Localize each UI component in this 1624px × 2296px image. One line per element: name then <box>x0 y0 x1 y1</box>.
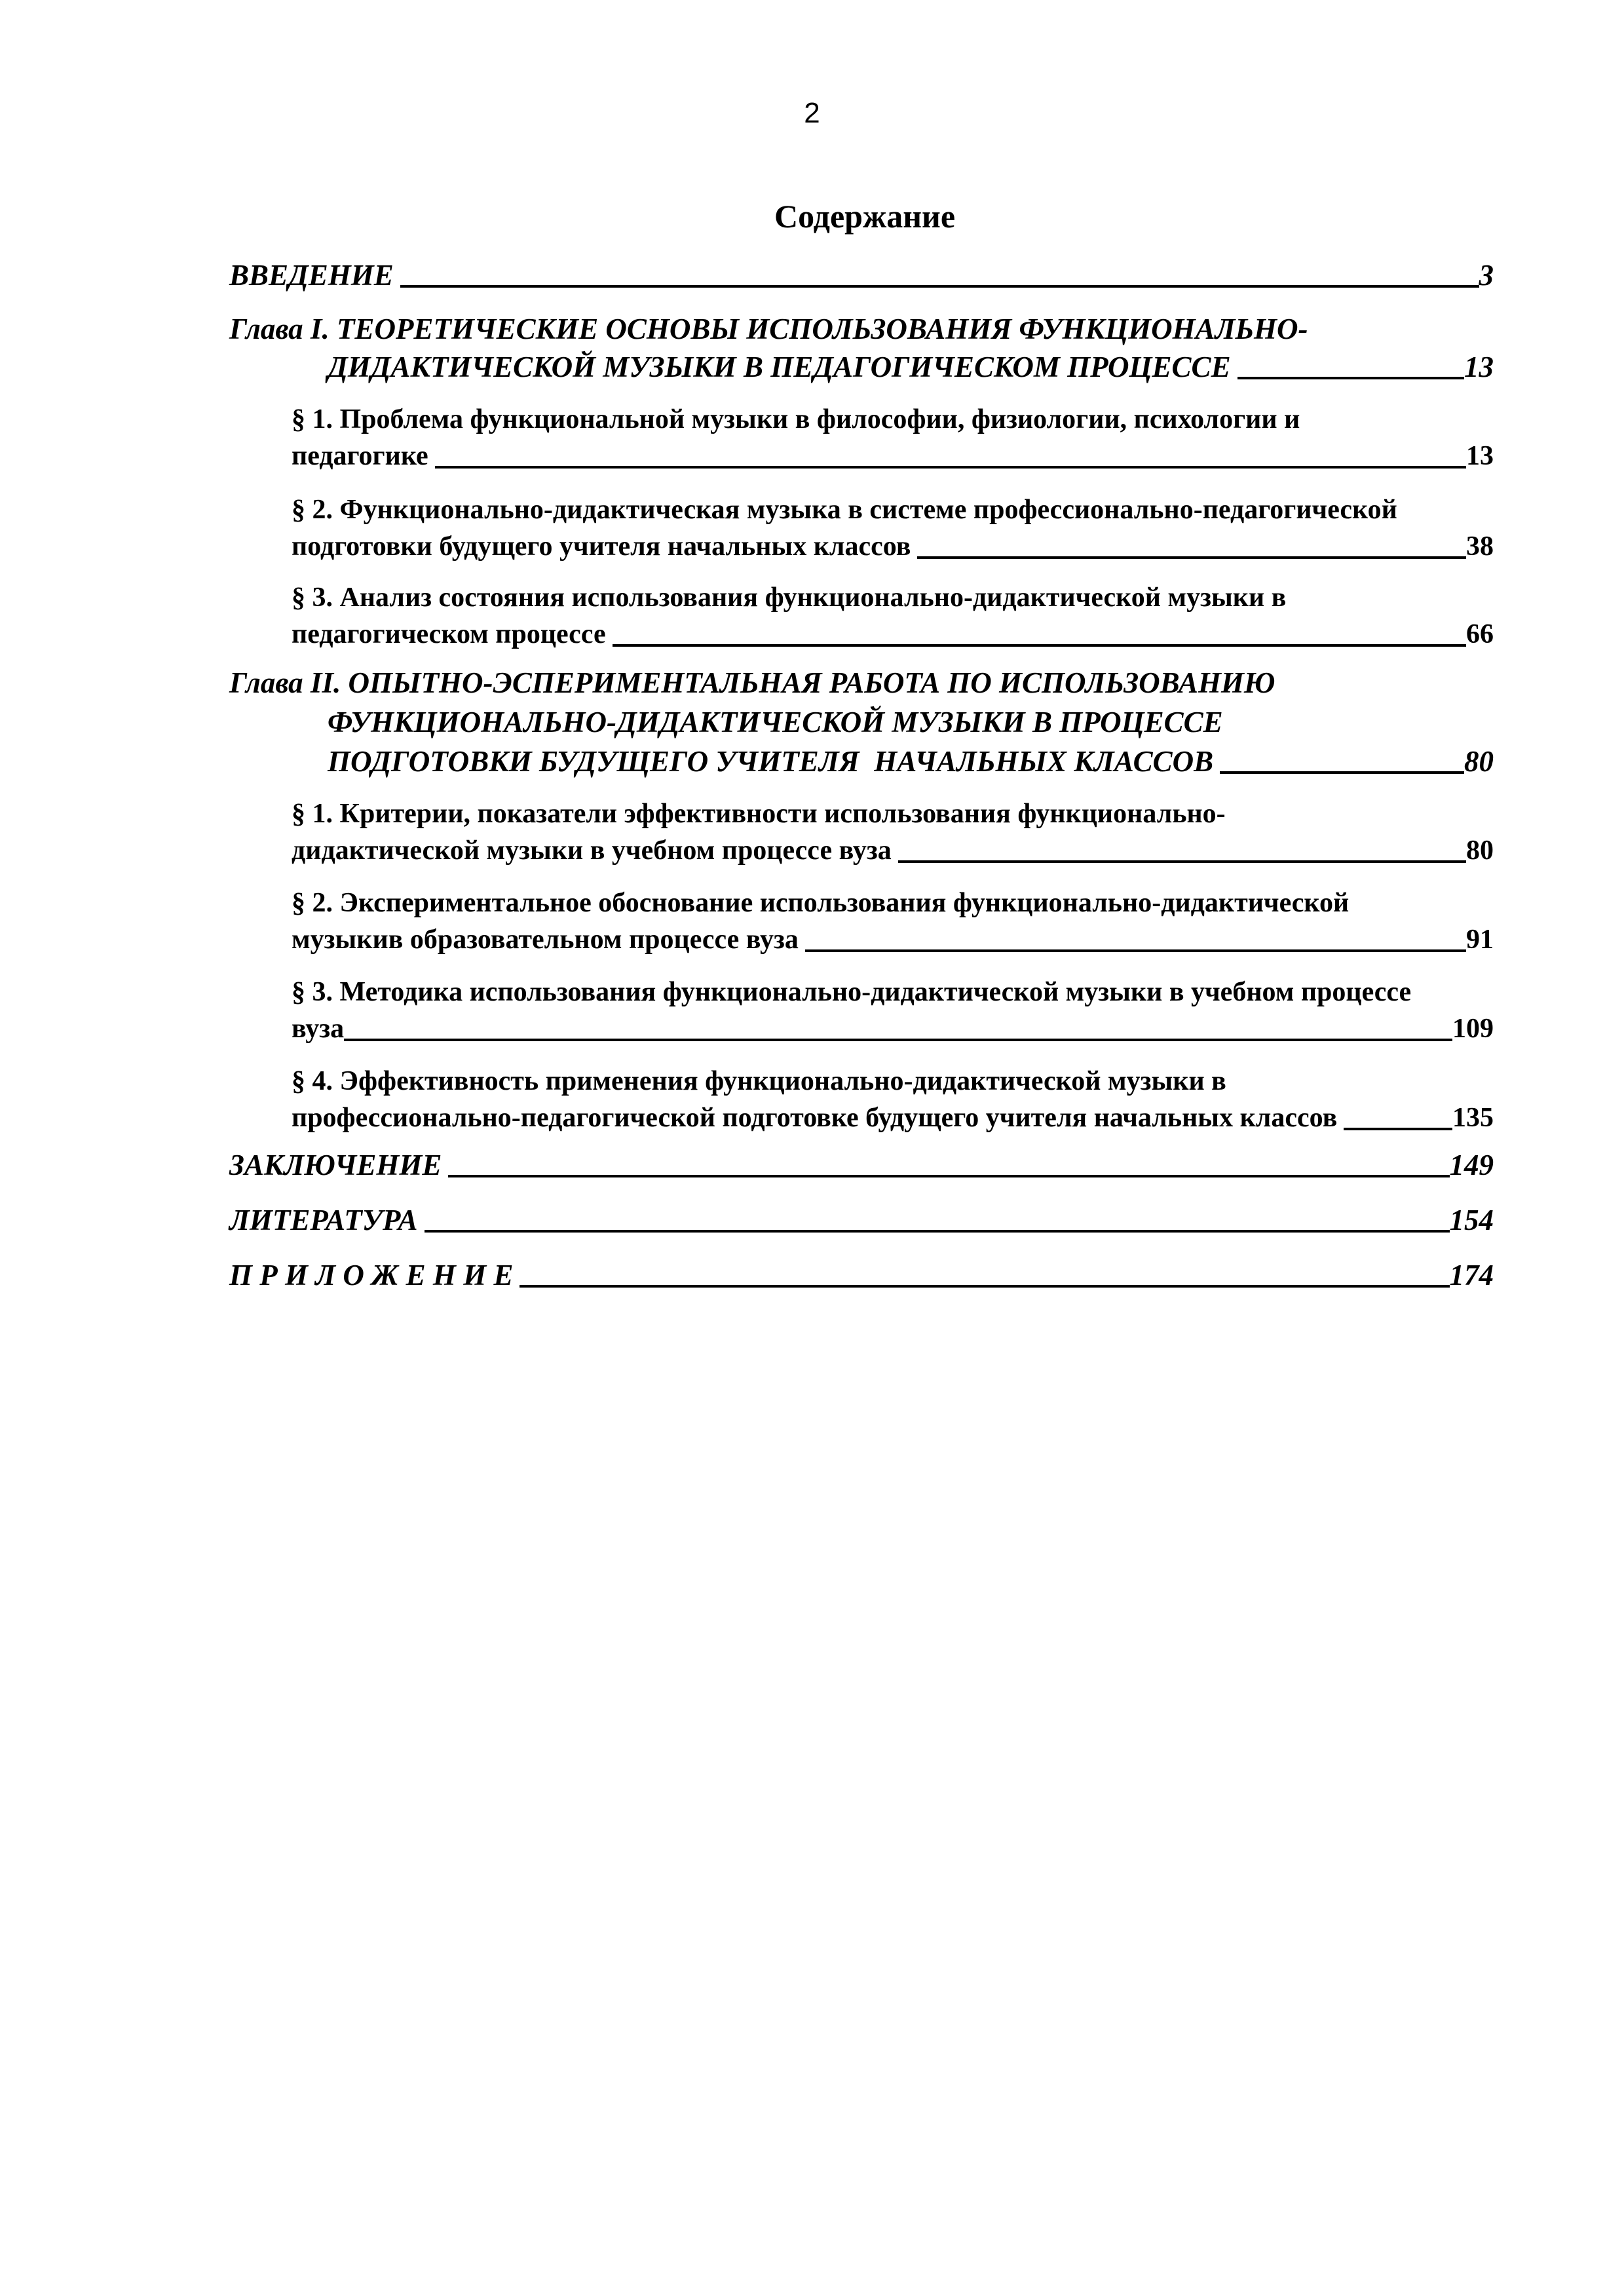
chapter-2-heading[interactable]: Глава II. ОПЫТНО-ЭСПЕРИМЕНТАЛЬНАЯ РАБОТА ПО ИСПОЛЬЗОВАНИЮ <box>229 666 1275 699</box>
toc-entry-conclusion[interactable] <box>229 1145 1494 1185</box>
toc-entry-label: ВВЕДЕНИЕ <box>229 259 394 292</box>
section-1-1-heading[interactable]: § 1. Проблема функциональной музыки в философии, физиологии, психологии и <box>292 404 1300 434</box>
toc-entry-label: педагогическом процессе <box>292 619 606 649</box>
toc-page-number: 80 <box>1466 835 1494 866</box>
leader-line <box>448 1175 1449 1177</box>
toc-page-number: 80 <box>1464 745 1494 778</box>
toc-entry-label: подготовки будущего учителя начальных классов <box>292 531 911 562</box>
leader-line <box>1344 1128 1452 1130</box>
leader-line <box>613 644 1466 647</box>
toc-entry-chapter-1[interactable] <box>328 347 1494 387</box>
toc-entry-label: ЛИТЕРАТУРА <box>229 1204 418 1236</box>
toc-page-number: 66 <box>1466 619 1494 649</box>
toc-entry-appendix[interactable] <box>229 1255 1494 1295</box>
toc-entry-section-2-3[interactable] <box>292 1009 1494 1048</box>
leader-line <box>1237 377 1464 379</box>
leader-line <box>435 466 1466 469</box>
toc-entry-section-2-4[interactable] <box>292 1098 1494 1138</box>
toc-entry-section-1-3[interactable] <box>292 615 1494 654</box>
leader-line <box>805 949 1466 952</box>
toc-entry-label: профессионально-педагогической подготовке будущего учителя начальных классов <box>292 1103 1338 1133</box>
toc-page-number: 154 <box>1449 1204 1494 1236</box>
toc-page-number: 3 <box>1479 259 1494 292</box>
chapter-2-heading-line2[interactable]: ФУНКЦИОНАЛЬНО-ДИДАКТИЧЕСКОЙ МУЗЫКИ В ПРОЦЕССЕ <box>328 706 1223 738</box>
toc-entry-label: ПОДГОТОВКИ БУДУЩЕГО УЧИТЕЛЯ НАЧАЛЬНЫХ КЛАССОВ <box>328 745 1214 778</box>
page-number: 2 <box>804 97 820 129</box>
toc-page-number: 13 <box>1464 351 1494 383</box>
toc-entry-label: дидактической музыки в учебном процессе вуза <box>292 835 892 866</box>
section-2-4-heading[interactable]: § 4. Эффективность применения функционально-дидактической музыки в <box>292 1066 1226 1096</box>
toc-page-number: 135 <box>1452 1103 1494 1133</box>
toc-page-number: 13 <box>1466 441 1494 471</box>
toc-entry-intro[interactable] <box>229 256 1494 295</box>
section-1-3-heading[interactable]: § 3. Анализ состояния использования функционально-дидактической музыки в <box>292 583 1287 613</box>
toc-entry-label: педагогике <box>292 441 428 471</box>
toc-page-number: 91 <box>1466 925 1494 955</box>
toc-page-number: 174 <box>1449 1259 1494 1292</box>
toc-page-number: 109 <box>1452 1014 1494 1044</box>
chapter-1-heading[interactable]: Глава I. ТЕОРЕТИЧЕСКИЕ ОСНОВЫ ИСПОЛЬЗОВАНИЯ ФУНКЦИОНАЛЬНО- <box>229 313 1308 345</box>
toc-entry-label: ЗАКЛЮЧЕНИЕ <box>229 1149 442 1181</box>
leader-line <box>917 556 1466 559</box>
section-2-2-heading[interactable]: § 2. Экспериментальное обоснование использования функционально-дидактической <box>292 888 1350 918</box>
toc-entry-label: П Р И Л О Ж Е Н И Е <box>229 1259 514 1292</box>
leader-line <box>425 1230 1450 1233</box>
leader-line <box>344 1039 1452 1041</box>
toc-page-number: 38 <box>1466 531 1494 562</box>
toc-page-number: 149 <box>1449 1149 1494 1181</box>
page-title: Содержание <box>774 198 956 235</box>
leader-line <box>519 1285 1449 1288</box>
leader-line <box>1220 771 1464 774</box>
leader-line <box>400 285 1479 288</box>
toc-entry-label: вуза <box>292 1014 345 1044</box>
leader-line <box>898 860 1466 863</box>
toc-entry-literature[interactable] <box>229 1200 1494 1240</box>
toc-entry-section-2-1[interactable] <box>292 831 1494 870</box>
section-2-1-heading[interactable]: § 1. Критерии, показатели эффективности использования функционально- <box>292 799 1226 829</box>
toc-entry-label: музыкив образовательном процессе вуза <box>292 925 799 955</box>
section-2-3-heading[interactable]: § 3. Методика использования функционально-дидактической музыки в учебном процессе <box>292 977 1412 1007</box>
toc-entry-label: ДИДАКТИЧЕСКОЙ МУЗЫКИ В ПЕДАГОГИЧЕСКОМ ПРОЦЕССЕ <box>328 351 1231 383</box>
toc-entry-section-1-2[interactable] <box>292 527 1494 566</box>
toc-entry-section-2-2[interactable] <box>292 920 1494 959</box>
toc-entry-chapter-2[interactable] <box>328 742 1494 781</box>
section-1-2-heading[interactable]: § 2. Функционально-дидактическая музыка в системе профессионально-педагогической <box>292 495 1397 525</box>
toc-entry-section-1-1[interactable] <box>292 436 1494 476</box>
